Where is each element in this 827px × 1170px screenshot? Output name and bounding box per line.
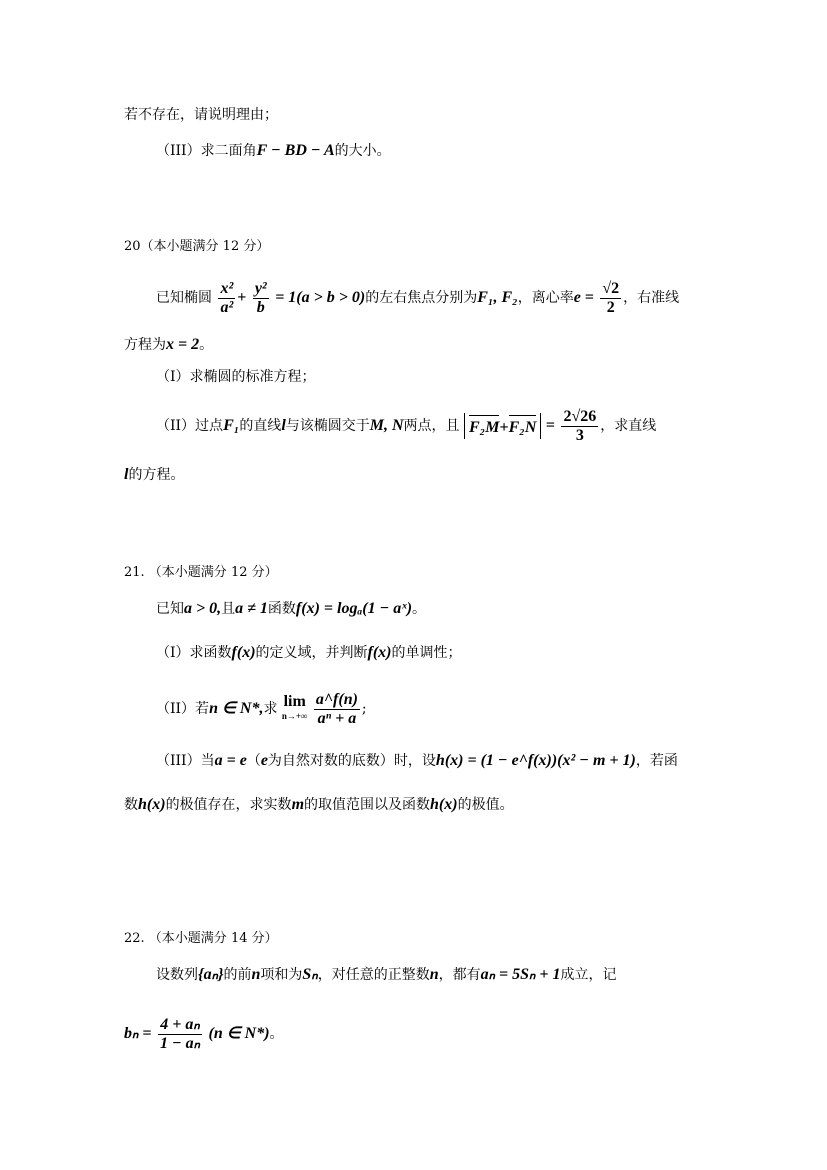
q21-part3: （III）当a = e（e为自然对数的底数）时，设h(x) = (1 − e^f(x))(x² − m + 1)，若函	[156, 752, 678, 769]
fraction-y2-b: $\frac{\text{y²}}{b}$	[254, 279, 267, 316]
q20-part2-line2: l的方程。	[124, 466, 185, 483]
q20-header: 20（本小题满分 12 分）	[124, 239, 270, 254]
q21-header: 21. （本小题满分 12 分）	[124, 565, 278, 580]
q22-stem: 设数列{aₙ}的前n项和为Sₙ，对任意的正整数n，都有aₙ = 5Sₙ + 1成立，记	[156, 966, 617, 983]
q22-bn-definition: bₙ = $\frac{\text{4 + aₙ}}{\text{1 − aₙ}}$ (n ∈ N*)。	[124, 1015, 284, 1052]
text-line-reason: 若不存在，请说明理由；	[124, 107, 278, 123]
fraction-bn: $\frac{\text{4 + aₙ}}{\text{1 − aₙ}}$	[159, 1015, 201, 1052]
q21-stem: 已知a > 0,且a ≠ 1函数f(x) = logₐ(1 − aˣ)。	[156, 600, 427, 617]
q21-part1: （I）求函数f(x)的定义域，并判断f(x)的单调性；	[156, 644, 462, 661]
fraction-limit: $\frac{a\^{}f(n)}{\text{aⁿ + a}}$	[315, 690, 358, 727]
fraction-eccentricity: $\frac{√2}{2}$	[602, 279, 620, 316]
q20-stem: 已知椭圆 $\frac{\text{x²}}{\text{a²}}$ + $\frac{\text{y²}}{b}$ = 1(a > b > 0)的左右焦点分别为F₁, F₂，离心率e = $\frac{√2}{2}$ ，右准线	[156, 279, 680, 316]
q20-directrix-line: 方程为x = 2。	[124, 336, 214, 353]
q21-part2: （II）若n ∈ N*,求 lim n→+∞ $\frac{a\^{}f(n)}{\text{aⁿ + a}}$ ;	[156, 690, 367, 727]
fraction-x2-a2: $\frac{\text{x²}}{\text{a²}}$	[220, 279, 234, 316]
q21-part3-line2: 数h(x)的极值存在，求实数m的取值范围以及函数h(x)的极值。	[124, 796, 514, 813]
text-line-dihedral: （III）求二面角F − BD − A的大小。	[156, 142, 391, 159]
q20-part1: （I）求椭圆的标准方程；	[156, 369, 316, 385]
q22-header: 22. （本小题满分 14 分）	[124, 931, 278, 946]
fraction-length: $\frac{2√26}{3}$	[563, 407, 597, 444]
limit-operator: lim n→+∞	[281, 693, 308, 721]
vector-sum-magnitude: F₂M+F₂N	[464, 413, 541, 439]
q20-part2: （II）过点F₁的直线l与该椭圆交于M, N两点，且 F₂M+F₂N = $\frac{2√26}{3}$ ，求直线	[156, 407, 657, 444]
